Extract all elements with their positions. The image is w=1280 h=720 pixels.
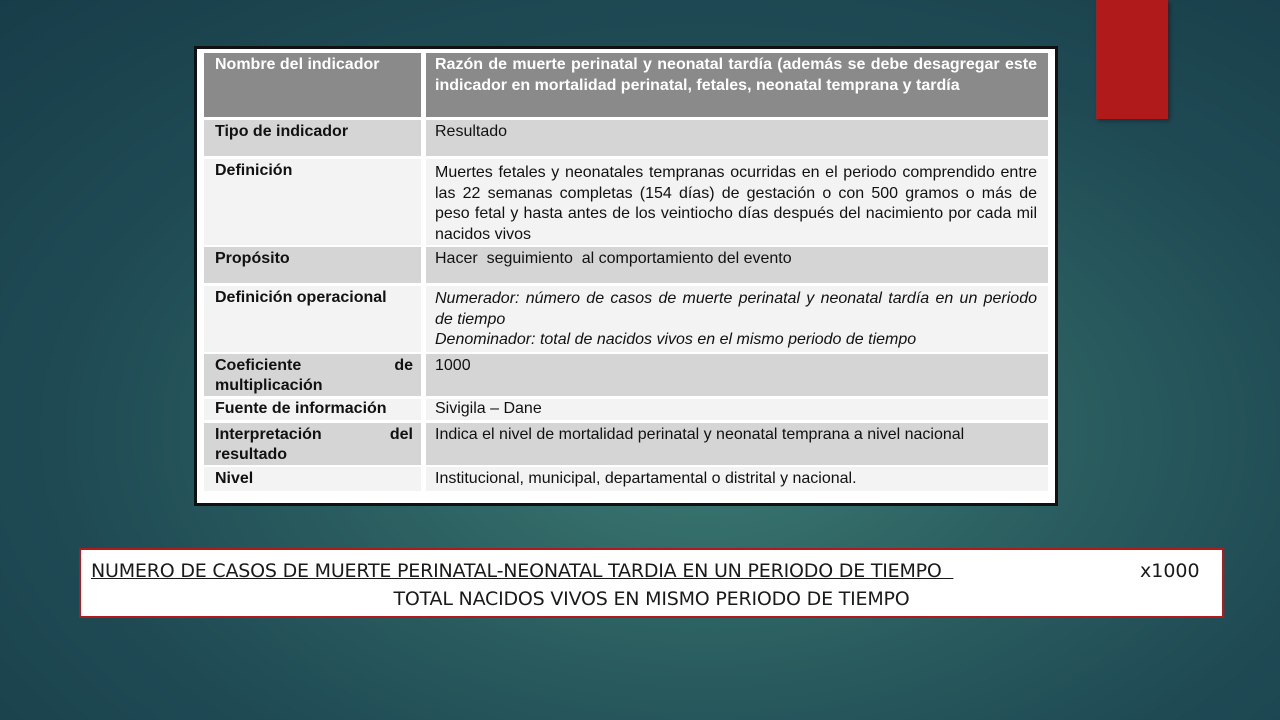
row-label: Tipo de indicador: [204, 120, 421, 156]
table-row-interpretacion: [204, 423, 1048, 465]
row-value: Hacer seguimiento al comportamiento del evento: [426, 247, 1048, 283]
row-value: Razón de muerte perinatal y neonatal tardía (además se debe desagregar este indicador en mortalidad perinatal, fetales, neonatal temprana y tardía: [426, 53, 1048, 117]
row-value: Institucional, municipal, departamental o distrital y nacional.: [426, 467, 1048, 491]
table-row-fuente: [204, 399, 1048, 420]
row-value: Muertes fetales y neonatales tempranas ocurridas en el periodo comprendido entre las 22 semanas completas (154 días) de gestación o con 500 gramos o más de peso fetal y hasta antes de los veintiocho días después del nacimiento por cada mil nacidos vivos: [426, 159, 1048, 245]
row-label-line: resultado: [215, 446, 288, 463]
row-label: Nombre del indicador: [204, 53, 421, 117]
row-label-line: Coeficiente de: [215, 357, 413, 374]
row-label: Propósito: [204, 247, 421, 283]
formula-numerator: NUMERO DE CASOS DE MUERTE PERINATAL-NEONATAL TARDIA EN UN PERIODO DE TIEMPO: [91, 560, 954, 582]
row-label: [204, 354, 421, 396]
row-value: Sivigila – Dane: [426, 399, 1048, 420]
table-row-definicion-operacional: [204, 286, 1048, 352]
row-label: Definición operacional: [204, 286, 421, 352]
indicator-table: [194, 46, 1058, 506]
table-row-coeficiente: [204, 354, 1048, 396]
denominador-text: Denominador: total de nacidos vivos en el mismo periodo de tiempo: [435, 331, 917, 348]
table-row-tipo-indicador: [204, 120, 1048, 156]
formula-multiplier: x1000: [1140, 560, 1200, 582]
table-row-proposito: [204, 247, 1048, 283]
formula-denominator: TOTAL NACIDOS VIVOS EN MISMO PERIODO DE TIEMPO: [393, 588, 910, 610]
row-label-line: multiplicación: [215, 377, 323, 394]
numerador-text: Numerador: número de casos de muerte perinatal y neonatal tardía en un periodo de tiempo: [435, 290, 1037, 328]
table-row-nivel: [204, 467, 1048, 491]
formula-box: [79, 548, 1224, 618]
row-value: 1000: [426, 354, 1048, 396]
table-row-definicion: [204, 159, 1048, 245]
red-accent-bar: [1096, 0, 1168, 119]
row-label: Definición: [204, 159, 421, 245]
row-label: Nivel: [204, 467, 421, 491]
row-value: Resultado: [426, 120, 1048, 156]
row-label-line: Interpretación del: [215, 426, 413, 443]
row-value: [426, 286, 1048, 352]
row-value: Indica el nivel de mortalidad perinatal y neonatal temprana a nivel nacional: [426, 423, 1048, 465]
row-label: Fuente de información: [204, 399, 421, 420]
table-row-nombre-indicador: [204, 53, 1048, 117]
row-label: [204, 423, 421, 465]
